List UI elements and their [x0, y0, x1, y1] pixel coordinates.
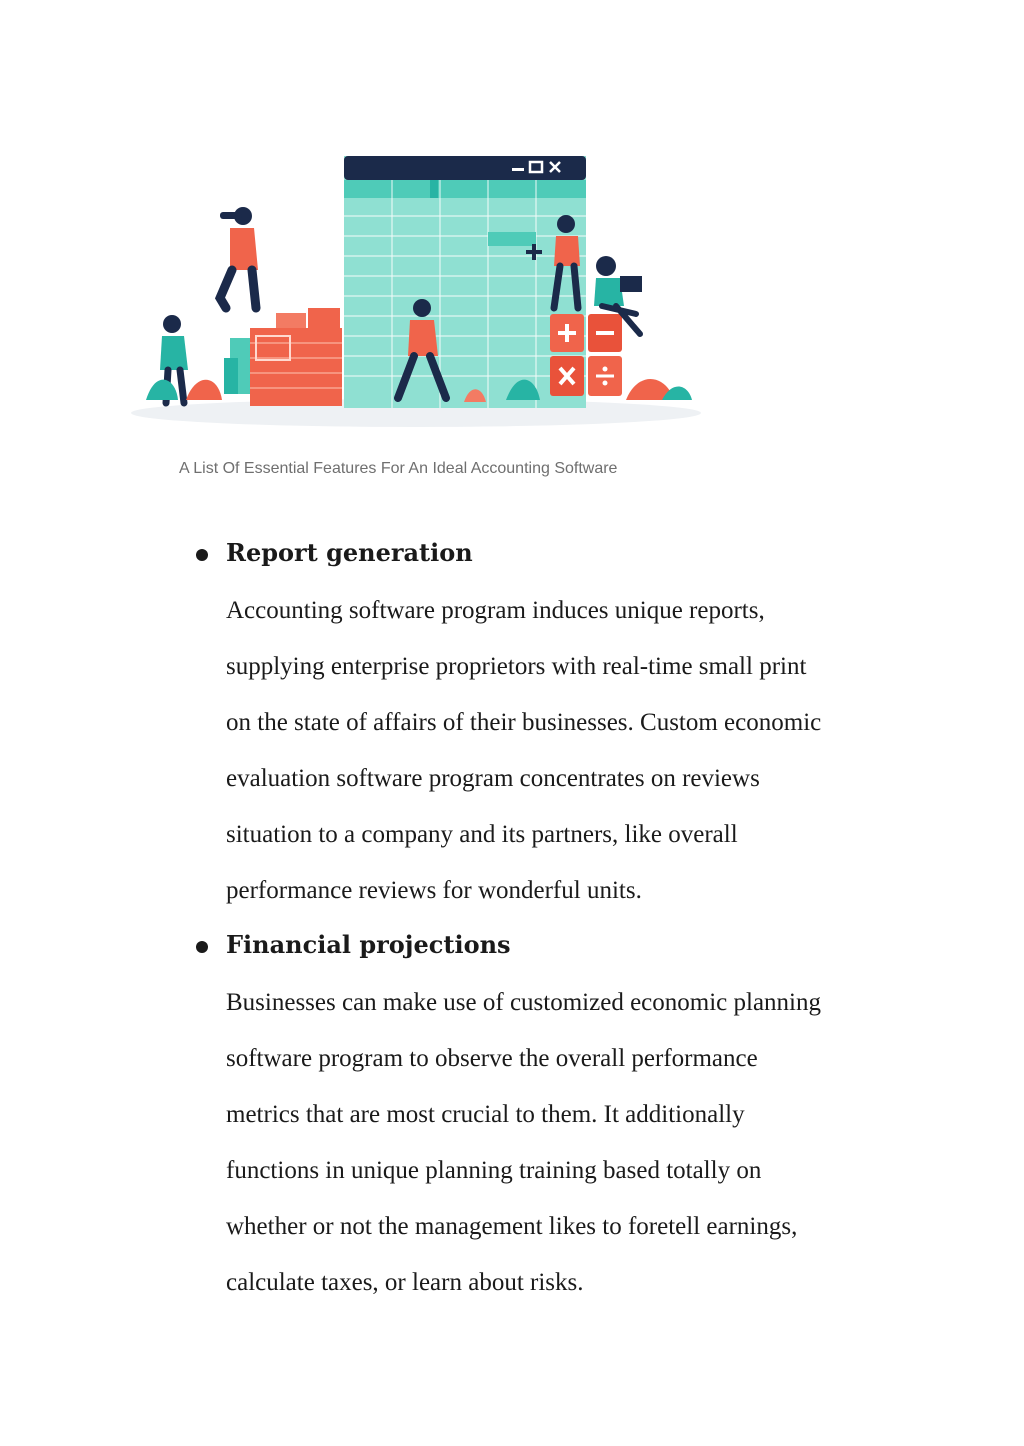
paragraph-line: evaluation software program concentrates on reviews — [226, 765, 760, 792]
spreadsheet-window — [344, 156, 586, 408]
section-heading-financial-projections: Financial projections — [226, 930, 511, 959]
section-heading-report-generation: Report generation — [226, 538, 473, 567]
section-paragraph-report-generation — [226, 583, 821, 919]
paragraph-line: on the state of affairs of their businesses. Custom economic — [226, 709, 822, 736]
section-paragraph-financial-projections — [226, 975, 821, 1311]
paragraph-line: supplying enterprise proprietors with real-time small print — [226, 653, 807, 680]
bullet-point — [196, 549, 208, 561]
person-binoculars — [220, 207, 258, 308]
paragraph-line: functions in unique planning training based totally on — [226, 1157, 762, 1184]
paragraph-line: Businesses can make use of customized economic planning — [226, 989, 821, 1016]
paragraph-line: software program to observe the overall performance — [226, 1045, 758, 1072]
paragraph-line: Accounting software program induces unique reports, — [226, 597, 765, 624]
bullet-point — [196, 941, 208, 953]
accounting-illustration — [126, 148, 706, 433]
paragraph-line: whether or not the management likes to foretell earnings, — [226, 1213, 798, 1240]
paragraph-line: performance reviews for wonderful units. — [226, 877, 642, 904]
image-caption: A List Of Essential Features For An Ideal Accounting Software — [179, 460, 618, 477]
folders — [250, 308, 342, 406]
paragraph-line: calculate taxes, or learn about risks. — [226, 1269, 584, 1296]
paragraph-line: metrics that are most crucial to them. It additionally — [226, 1101, 745, 1128]
paragraph-line: situation to a company and its partners, like overall — [226, 821, 738, 848]
